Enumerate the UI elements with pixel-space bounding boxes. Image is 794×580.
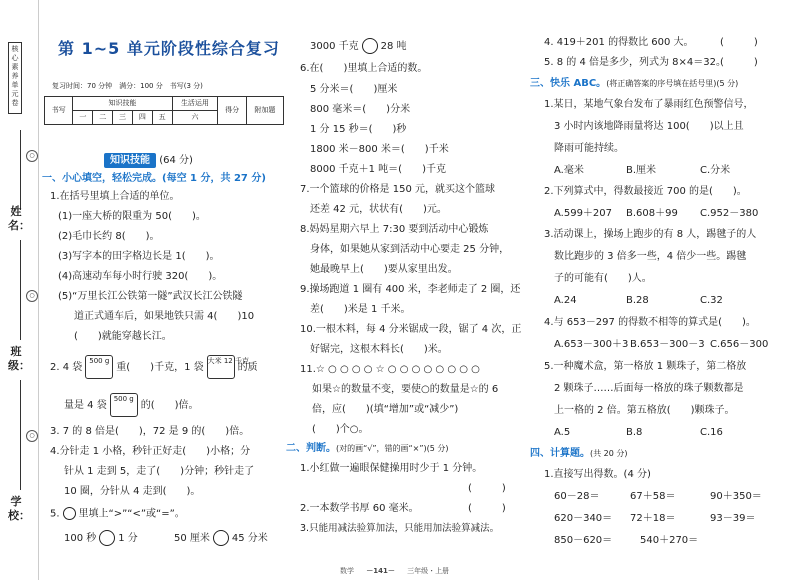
question-2-text: 2. 4 袋 [50, 362, 83, 373]
question-1-item: (4)高速动车每小时行驶 320( )。 [58, 271, 223, 282]
class-line [20, 240, 21, 340]
score-cell: 四 [132, 111, 152, 125]
page-title: 第 1~5 单元阶段性综合复习 [58, 39, 280, 58]
calc-item[interactable]: 540＋270＝ [640, 535, 699, 546]
question-10: 10.一根木料，每 4 分米锯成一段，锯了 4 次，正 [300, 324, 522, 335]
name-line [20, 130, 21, 210]
choice-option[interactable]: B.28 [626, 295, 649, 306]
part-4-note: (共 20 分) [590, 449, 628, 458]
binding-hole-icon: ○ [26, 430, 38, 442]
part-3-title: 三、快乐 ABC。 [530, 78, 607, 89]
name-label: 姓名： [8, 205, 30, 232]
choice-5: 2 颗珠子……后面每一格放的珠子颗数都是 [554, 383, 744, 394]
question-1: 1.在括号里填上合适的单位。 [50, 191, 180, 202]
question-1-item: (2)毛巾长约 8( )。 [58, 231, 160, 242]
choice-option[interactable]: B.653－300－3 [630, 339, 705, 350]
question-4: 10 圈，分针从 4 走到( )。 [64, 486, 201, 497]
choice-option[interactable]: A.653－300＋3 [554, 339, 629, 350]
binding-hole-icon: ○ [26, 290, 38, 302]
choice-option[interactable]: C.16 [700, 427, 723, 438]
rice-bag-icon: 大米 12 千克 [207, 355, 235, 379]
choice-2: 2.下列算式中，得数最接近 700 的是( )。 [544, 186, 747, 197]
calc-item[interactable]: 90＋350＝ [710, 491, 762, 502]
compare-right: 1 分 [118, 533, 138, 544]
part-2-title: 二、判断。 [286, 443, 336, 454]
choice-option[interactable]: B.厘米 [626, 165, 657, 176]
calc-item[interactable]: 72＋18＝ [630, 513, 676, 524]
question-8: 她最晚早上( )要从家里出发。 [310, 264, 458, 275]
score-cell: 三 [113, 111, 133, 125]
compare-left: 3000 千克 [310, 41, 359, 52]
question-2-text: 的质 [237, 362, 258, 373]
question-4: 针从 1 走到 5，走了( )分钟；秒针走了 [64, 466, 255, 477]
part-4-title: 四、计算题。 [530, 448, 590, 459]
part-1-heading: 一、小心填空，轻松完成。(每空 1 分，共 27 分) [42, 173, 266, 184]
choice-1: 降雨可能持续。 [554, 143, 624, 154]
question-1-item: (1)一座大桥的限重为 50( )。 [58, 211, 206, 222]
choice-5: 5.一种魔术盒，第一格放 1 颗珠子，第二格放 [544, 361, 747, 372]
binding-hole-icon: ○ [26, 150, 38, 162]
question-6: 6.在( )里填上合适的数。 [300, 63, 428, 74]
score-cell: 知识技能 [73, 97, 172, 111]
choice-option[interactable]: A.5 [554, 427, 571, 438]
part-3-note: (将正确答案的序号填在括号里)(5 分) [606, 79, 739, 88]
question-11: 倍，应( )(填“增加”或“减少”) [312, 404, 459, 415]
question-3: 3. 7 的 8 倍是( )，72 是 9 的( )倍。 [50, 426, 250, 437]
calc-item[interactable]: 67＋58＝ [630, 491, 676, 502]
part-4-heading [530, 447, 628, 460]
compare-circle-icon[interactable] [362, 38, 378, 54]
question-8: 8.妈妈星期六早上 7:30 要到活动中心锻炼 [300, 224, 489, 235]
part-2-note: (对的画“√”，错的画“×”)(5 分) [336, 444, 449, 453]
section-score: (64 分) [159, 155, 193, 166]
choice-option[interactable]: A.24 [554, 295, 577, 306]
score-cell: 得分 [218, 97, 246, 125]
score-cell: 生活运用 [172, 97, 218, 111]
compare-circle-icon[interactable] [63, 507, 76, 520]
question-6-item: 5 分米＝( )厘米 [310, 84, 398, 95]
calc-item[interactable]: 620－340＝ [554, 513, 613, 524]
compare-right: 28 吨 [380, 41, 407, 52]
calc-item[interactable]: 60－28＝ [554, 491, 600, 502]
judge-2-answer[interactable]: ( ) [468, 503, 506, 514]
choice-option[interactable]: C.32 [700, 295, 723, 306]
choice-3: 数比跑步的 3 倍多一些，4 倍少一些。踢毽 [554, 251, 747, 262]
question-10: 好锯完，这根木料长( )米。 [310, 344, 448, 355]
question-2-text: 量是 4 袋 [64, 400, 107, 411]
compare-item [64, 530, 138, 546]
part-2-heading [286, 442, 449, 455]
judge-3: 3.只能用减法验算加法，只能用加法验算减法。 [300, 523, 500, 534]
judge-5-answer[interactable]: ( ) [720, 57, 758, 68]
question-1-item: 道正式通车后，如果地铁只需 4( )10 [74, 311, 255, 322]
judge-1-answer[interactable]: ( ) [468, 483, 506, 494]
compare-right: 45 分米 [231, 533, 268, 544]
question-5-text: 里填上“>”“<”或“=”。 [78, 508, 185, 520]
question-7: 还差 42 元，状状有( )元。 [310, 204, 447, 215]
judge-5: 5. 8 的 4 倍是多少，列式为 8×4＝32。 [544, 57, 726, 68]
judge-4-answer[interactable]: ( ) [720, 37, 758, 48]
choice-5: 上一格的 2 倍。第五格放( )颗珠子。 [554, 405, 735, 416]
compare-circle-icon[interactable] [99, 530, 115, 546]
score-cell: 二 [93, 111, 113, 125]
class-label: 班级： [8, 345, 30, 372]
school-line [20, 380, 21, 490]
question-11: 如果☆的数量不变，要使○的数量是☆的 6 [312, 384, 499, 395]
question-11: 11.☆ ○ ○ ○ ○ ☆ ○ ○ ○ ○ ○ ○ ○ ○ [300, 364, 480, 375]
choice-option[interactable]: C.952－380 [700, 208, 759, 219]
calc-instruction: 1.直接写出得数。(4 分) [544, 469, 651, 480]
question-2 [50, 355, 258, 379]
score-cell: 五 [152, 111, 172, 125]
choice-option[interactable]: C.分米 [700, 165, 731, 176]
choice-1: 1.某日，某地气象台发布了暴雨红色预警信号， [544, 99, 754, 110]
calc-item[interactable]: 850－620＝ [554, 535, 613, 546]
score-cell: 一 [73, 111, 93, 125]
judge-4: 4. 419＋201 的得数比 600 大。 [544, 37, 694, 48]
choice-4: 4.与 653－297 的得数不相等的算式是( )。 [544, 317, 756, 328]
judge-2: 2.一本数学书厚 60 毫米。 [300, 503, 419, 514]
question-7: 7.一个篮球的价格是 150 元，就买这个篮球 [300, 184, 495, 195]
compare-left: 100 秒 [64, 533, 97, 544]
choice-1: 3 小时内该地降雨量将达 100( )以上且 [554, 121, 744, 132]
school-label: 学校： [8, 495, 30, 522]
question-6-item: 8000 千克＋1 吨＝( )千克 [310, 164, 446, 175]
question-9: 差( )米是 1 千米。 [310, 304, 411, 315]
score-cell: 六 [172, 111, 218, 125]
question-11: ( )个○。 [312, 424, 369, 435]
compare-item [174, 530, 268, 546]
score-table [44, 96, 284, 125]
choice-3: 3.活动课上，操场上跑步的有 8 人，踢毽子的人 [544, 229, 757, 240]
question-1-item: (5)“万里长江公铁第一隧”武汉长江公铁隧 [58, 291, 243, 302]
question-1-item: ( )就能穿越长江。 [74, 331, 172, 342]
choice-option[interactable]: C.656－300 [710, 339, 769, 350]
score-cell: 附加题 [246, 97, 283, 125]
footer-subject: 数学 [340, 567, 354, 575]
exam-meta: 复习时间：70 分钟 满分：100 分 书写(3 分) [52, 82, 203, 90]
question-8: 身体，如果她从家到活动中心要走 25 分钟， [310, 244, 510, 255]
question-9: 9.操场跑道 1 圈有 400 米，李老师走了 2 圈，还 [300, 284, 521, 295]
page-number: －141－ [366, 567, 395, 575]
section-heading [104, 153, 193, 168]
question-5 [50, 507, 185, 521]
section-badge: 知识技能 [104, 153, 156, 168]
footer [340, 566, 449, 576]
bag-icon: 500 g [110, 393, 138, 417]
choice-3: 子的可能有( )人。 [554, 273, 652, 284]
part-3-heading [530, 77, 738, 90]
bag-icon: 500 g [85, 355, 113, 379]
question-6-item: 1 分 15 秒＝( )秒 [310, 124, 407, 135]
question-6-item: 800 毫米＝( )分米 [310, 104, 411, 115]
compare-left: 50 厘米 [174, 533, 210, 544]
question-6-item: 1800 米－800 米＝( )千米 [310, 144, 449, 155]
question-2-cont [64, 393, 199, 417]
question-4: 4.分针走 1 小格，秒针正好走( )小格；分 [50, 446, 251, 457]
calc-item[interactable]: 93－39＝ [710, 513, 756, 524]
question-1-item: (3)写字本的田字格边长是 1( )。 [58, 251, 220, 262]
choice-option[interactable]: A.599＋207 [554, 208, 613, 219]
judge-1: 1.小红做一遍眼保健操用时少于 1 分钟。 [300, 463, 483, 474]
choice-option[interactable]: A.毫米 [554, 165, 584, 176]
footer-grade: 三年级・上册 [407, 567, 450, 575]
strip-tag: 核心素养 单元卷 [8, 42, 22, 114]
question-2-text: 重( )千克，1 袋 [116, 362, 204, 373]
compare-item [310, 38, 407, 54]
compare-circle-icon[interactable] [213, 530, 229, 546]
question-2-text: 的( )倍。 [140, 400, 199, 411]
score-cell: 书写 [45, 97, 73, 125]
question-5-text: 5. [50, 508, 60, 520]
choice-option[interactable]: B.8 [626, 427, 643, 438]
choice-option[interactable]: B.608＋99 [626, 208, 678, 219]
